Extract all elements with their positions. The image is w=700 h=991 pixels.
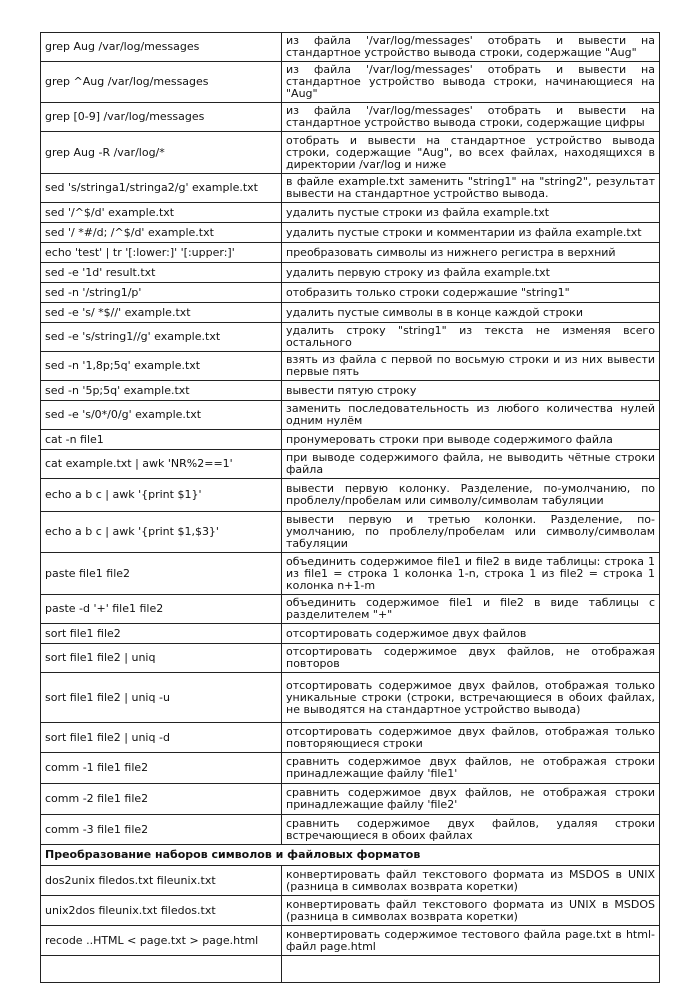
table-row [41, 223, 660, 243]
description-cell: объединить содержимое file1 и file2 в виде таблицы: строка 1 из file1 = строка 1 колонка 1-n, строка 1 из file2 = строка 1 колонка n+1-m [282, 553, 660, 595]
table-row [41, 381, 660, 401]
description-cell: отсортировать содержимое двух файлов, не отображая повторов [282, 644, 660, 673]
command-cell: sed -e '1d' result.txt [41, 263, 282, 283]
command-cell: sed -n '1,8p;5q' example.txt [41, 352, 282, 381]
command-cell: echo 'test' | tr '[:lower:]' '[:upper:]' [41, 243, 282, 263]
table-row [41, 430, 660, 450]
command-cell: recode ..HTML < page.txt > page.html [41, 926, 282, 956]
command-table-body [41, 33, 660, 983]
command-cell: sort file1 file2 | uniq -d [41, 723, 282, 753]
section-title: Преобразование наборов символов и файловых форматов [41, 845, 660, 866]
table-row [41, 323, 660, 352]
description-cell: отобрать и вывести на стандартное устройство вывода строки, содержащие "Aug", во всех файлах, находящихся в директории /var/log и ниже [282, 132, 660, 174]
table-row [41, 926, 660, 956]
description-cell: пронумеровать строки при выводе содержимого файла [282, 430, 660, 450]
table-row [41, 753, 660, 784]
table-row [41, 479, 660, 512]
description-cell: из файла '/var/log/messages' отобрать и вывести на стандартное устройство вывода строки, начинающиеся на "Aug" [282, 62, 660, 103]
command-cell: sort file1 file2 | uniq [41, 644, 282, 673]
table-row [41, 784, 660, 815]
command-cell: sort file1 file2 [41, 624, 282, 644]
description-cell: вывести первую и третью колонки. Разделение, по-умолчанию, по проблелу/пробелам или символу/символам табуляции [282, 512, 660, 553]
command-cell: sed -e 's/0*/0/g' example.txt [41, 401, 282, 430]
table-row [41, 866, 660, 896]
table-row [41, 644, 660, 673]
description-cell: отсортировать содержимое двух файлов [282, 624, 660, 644]
description-cell: взять из файла с первой по восьмую строки и из них вывести первые пять [282, 352, 660, 381]
table-row [41, 283, 660, 303]
description-cell: сравнить содержимое двух файлов, не отображая строки принадлежащие файлу 'file1' [282, 753, 660, 784]
table-row [41, 174, 660, 203]
command-cell: dos2unix filedos.txt fileunix.txt [41, 866, 282, 896]
description-cell: из файла '/var/log/messages' отобрать и вывести на стандартное устройство вывода строки, содержащие цифры [282, 103, 660, 132]
command-cell: cat example.txt | awk 'NR%2==1' [41, 450, 282, 479]
empty-cell [282, 956, 660, 983]
command-cell: comm -2 file1 file2 [41, 784, 282, 815]
description-cell: заменить последовательность из любого количества нулей одним нулём [282, 401, 660, 430]
table-row [41, 132, 660, 174]
description-cell: конвертировать содержимое тестового файла page.txt в html-файл page.html [282, 926, 660, 956]
command-cell: sed -e 's/ *$//' example.txt [41, 303, 282, 323]
description-cell: при выводе содержимого файла, не выводить чётные строки файла [282, 450, 660, 479]
table-row [41, 896, 660, 926]
command-cell: comm -1 file1 file2 [41, 753, 282, 784]
table-row [41, 401, 660, 430]
command-cell: cat -n file1 [41, 430, 282, 450]
description-cell: отобразить только строки содержашие "string1" [282, 283, 660, 303]
table-row [41, 263, 660, 283]
description-cell: отсортировать содержимое двух файлов, отображая только уникальные строки (строки, встречающиеся в обоих файлах, не выводятся на стандартное устройство вывода) [282, 673, 660, 723]
description-cell: из файла '/var/log/messages' отобрать и вывести на стандартное устройство вывода строки, содержащие "Aug" [282, 33, 660, 62]
command-cell: grep Aug /var/log/messages [41, 33, 282, 62]
command-table [40, 32, 660, 983]
description-cell: объединить содержимое file1 и file2 в виде таблицы с разделителем "+" [282, 595, 660, 624]
description-cell: удалить пустые строки из файла example.txt [282, 203, 660, 223]
table-row [41, 673, 660, 723]
table-row [41, 352, 660, 381]
command-cell: paste -d '+' file1 file2 [41, 595, 282, 624]
description-cell: удалить пустые строки и комментарии из файла example.txt [282, 223, 660, 243]
table-row [41, 512, 660, 553]
description-cell: удалить строку "string1" из текста не изменяя всего остального [282, 323, 660, 352]
command-cell: sed -e 's/string1//g' example.txt [41, 323, 282, 352]
empty-cell [41, 956, 282, 983]
description-cell: отсортировать содержимое двух файлов, отображая только повторяющиеся строки [282, 723, 660, 753]
command-cell: sed -n '/string1/p' [41, 283, 282, 303]
table-row [41, 243, 660, 263]
description-cell: удалить первую строку из файла example.txt [282, 263, 660, 283]
description-cell: конвертировать файл текстового формата из MSDOS в UNIX (разница в символах возврата коретки) [282, 866, 660, 896]
table-row [41, 723, 660, 753]
table-row [41, 203, 660, 223]
command-cell: sed 's/stringa1/stringa2/g' example.txt [41, 174, 282, 203]
description-cell: вывести пятую строку [282, 381, 660, 401]
table-row [41, 815, 660, 845]
command-cell: grep ^Aug /var/log/messages [41, 62, 282, 103]
description-cell: преобразовать символы из нижнего регистра в верхний [282, 243, 660, 263]
description-cell: вывести первую колонку. Разделение, по-умолчанию, по проблелу/пробелам или символу/символам табуляции [282, 479, 660, 512]
command-cell: paste file1 file2 [41, 553, 282, 595]
table-row [41, 103, 660, 132]
table-row [41, 303, 660, 323]
description-cell: сравнить содержимое двух файлов, не отображая строки принадлежащие файлу 'file2' [282, 784, 660, 815]
description-cell: удалить пустые символы в в конце каждой строки [282, 303, 660, 323]
command-cell: grep Aug -R /var/log/* [41, 132, 282, 174]
command-cell: echo a b c | awk '{print $1,$3}' [41, 512, 282, 553]
command-cell: sed -n '5p;5q' example.txt [41, 381, 282, 401]
empty-row [41, 956, 660, 983]
table-row [41, 33, 660, 62]
description-cell: конвертировать файл текстового формата из UNIX в MSDOS (разница в символах возврата коретки) [282, 896, 660, 926]
table-row [41, 450, 660, 479]
table-row [41, 595, 660, 624]
command-cell: unix2dos fileunix.txt filedos.txt [41, 896, 282, 926]
command-cell: echo a b c | awk '{print $1}' [41, 479, 282, 512]
table-row [41, 62, 660, 103]
command-cell: comm -3 file1 file2 [41, 815, 282, 845]
table-row [41, 553, 660, 595]
command-cell: sed '/^$/d' example.txt [41, 203, 282, 223]
command-cell: sort file1 file2 | uniq -u [41, 673, 282, 723]
table-row [41, 624, 660, 644]
description-cell: в файле example.txt заменить "string1" на "string2", результат вывести на стандартное устройство вывода. [282, 174, 660, 203]
command-cell: sed '/ *#/d; /^$/d' example.txt [41, 223, 282, 243]
command-cell: grep [0-9] /var/log/messages [41, 103, 282, 132]
description-cell: сравнить содержимое двух файлов, удаляя строки встречающиеся в обоих файлах [282, 815, 660, 845]
section-row [41, 845, 660, 866]
